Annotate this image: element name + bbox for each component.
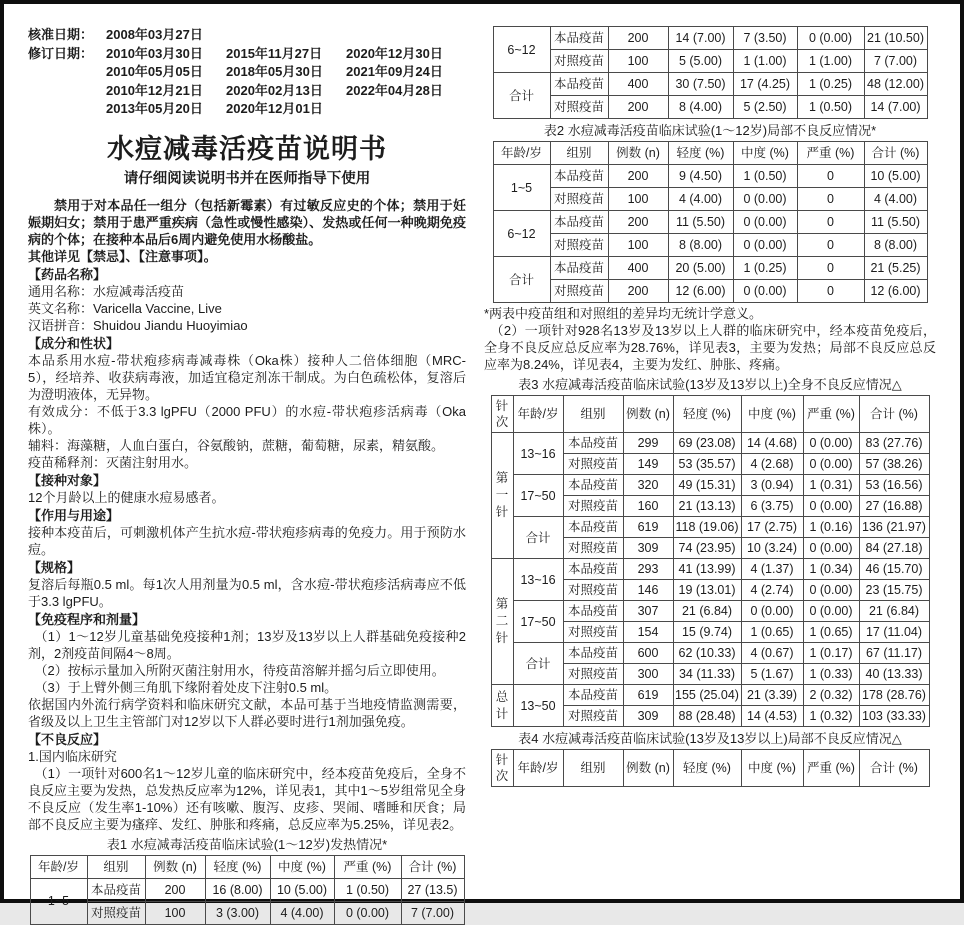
data-cell: 11 (5.50) xyxy=(668,211,733,234)
approval-dates-block xyxy=(28,26,466,119)
data-cell: 本品疫苗 xyxy=(563,475,623,496)
data-cell: 21 (6.84) xyxy=(673,601,741,622)
table-row xyxy=(30,901,464,924)
column-header: 严重 (%) xyxy=(334,855,401,878)
column-header: 例数 (n) xyxy=(145,855,205,878)
data-cell: 17 (2.75) xyxy=(741,517,803,538)
data-cell: 对照疫苗 xyxy=(563,706,623,727)
table-row xyxy=(491,643,929,664)
revision-date-row xyxy=(28,45,466,64)
data-cell: 23 (15.75) xyxy=(859,580,929,601)
column-header: 轻度 (%) xyxy=(673,750,741,787)
data-cell: 1 (0.17) xyxy=(803,643,859,664)
table-row xyxy=(493,280,927,303)
paragraph: 复溶后每瓶0.5 ml。每1次人用剂量为0.5 ml，含水痘-带状疱疹活病毒应不低于3.3 lgPFU。 xyxy=(28,576,466,609)
table-row xyxy=(491,559,929,580)
data-cell: 0 (0.00) xyxy=(803,580,859,601)
age-group-cell: 13~16 xyxy=(513,559,563,601)
column-header: 中度 (%) xyxy=(741,396,803,433)
see-suffix: 。 xyxy=(203,248,217,264)
column-header: 针次 xyxy=(491,396,513,433)
data-cell: 10 (5.00) xyxy=(270,878,334,901)
data-cell: 30 (7.50) xyxy=(668,73,733,96)
data-cell: 1 (0.65) xyxy=(741,622,803,643)
column-header: 组别 xyxy=(550,142,608,165)
data-cell: 0 xyxy=(797,165,864,188)
data-cell: 对照疫苗 xyxy=(87,901,145,924)
revision-date-row xyxy=(28,100,466,119)
revision-date: 2020年12月30日 xyxy=(346,45,443,61)
data-cell: 21 (6.84) xyxy=(859,601,929,622)
data-cell: 200 xyxy=(608,280,668,303)
column-header: 合计 (%) xyxy=(859,750,929,787)
table-row xyxy=(491,433,929,454)
data-cell: 1 (0.34) xyxy=(803,559,859,580)
data-cell: 400 xyxy=(608,257,668,280)
table-header-row xyxy=(491,750,929,787)
table-row xyxy=(491,601,929,622)
revision-date: 2013年05月20日 xyxy=(106,101,203,116)
paragraph: （1）一项针对600名1～12岁儿童的临床研究中，经本疫苗免疫后，全身不良反应主要为发热，总发热反应率为12%，详见表1，其中1～5岁组常见全身不良反应（发生率1-10%）还有咳嗽、腹泻、皮疹、哭闹、嗜睡和厌食；局部不良反应主要为瘙痒、发红、肿胀和疼痛，总反应率为5.25%，详见表2。 xyxy=(28,765,466,832)
left-column xyxy=(28,20,466,920)
data-cell: 1 (0.50) xyxy=(797,96,864,119)
data-cell: 200 xyxy=(145,878,205,901)
data-cell: 320 xyxy=(623,475,673,496)
data-cell: 本品疫苗 xyxy=(550,257,608,280)
column-header: 年龄/岁 xyxy=(30,855,87,878)
data-cell: 20 (5.00) xyxy=(668,257,733,280)
table-row xyxy=(491,475,929,496)
data-cell: 对照疫苗 xyxy=(550,188,608,211)
table-row xyxy=(30,878,464,901)
data-cell: 155 (25.04) xyxy=(673,685,741,706)
data-cell: 3 (3.00) xyxy=(205,901,270,924)
column-header: 例数 (n) xyxy=(623,750,673,787)
data-cell: 136 (21.97) xyxy=(859,517,929,538)
column-header: 合计 (%) xyxy=(401,855,464,878)
data-cell: 对照疫苗 xyxy=(563,580,623,601)
data-cell: 146 xyxy=(623,580,673,601)
column-header: 合计 (%) xyxy=(864,142,927,165)
revision-date: 2010年12月21日 xyxy=(106,82,203,98)
contraindication-warning: 禁用于对本品任一组分（包括新霉素）有过敏反应史的个体；禁用于妊娠期妇女；禁用于患严重疾病（急性或慢性感染）、发热或任何一种晚期免疫病的个体；在接种本品后6周内避免使用水杨酸盐。 xyxy=(28,197,466,247)
data-cell: 300 xyxy=(623,664,673,685)
see-precautions: 【注意事项】 xyxy=(138,248,204,264)
section-schedule xyxy=(28,611,466,730)
age-group-cell: 6~12 xyxy=(493,27,550,73)
data-cell: 8 (8.00) xyxy=(864,234,927,257)
data-cell: 309 xyxy=(623,706,673,727)
data-cell: 178 (28.76) xyxy=(859,685,929,706)
revision-date: 2020年02月13日 xyxy=(226,82,323,98)
data-cell: 57 (38.26) xyxy=(859,454,929,475)
column-header: 中度 (%) xyxy=(741,750,803,787)
age-group-cell: 1~5 xyxy=(30,878,87,924)
data-cell: 14 (4.53) xyxy=(741,706,803,727)
section-specification xyxy=(28,559,466,610)
data-cell: 本品疫苗 xyxy=(563,433,623,454)
age-group-cell: 合计 xyxy=(513,643,563,685)
age-group-cell: 合计 xyxy=(493,73,550,119)
data-cell: 307 xyxy=(623,601,673,622)
data-cell: 4 (2.68) xyxy=(741,454,803,475)
data-cell: 5 (5.00) xyxy=(668,50,733,73)
data-cell: 0 (0.00) xyxy=(803,538,859,559)
data-cell: 本品疫苗 xyxy=(550,73,608,96)
revision-date-row xyxy=(28,82,466,101)
paragraph: （1）1～12岁儿童基础免疫接种1剂；13岁及13岁以上人群基础免疫接种2剂，2剂疫苗间隔4～8周。 xyxy=(28,628,466,661)
see-separator: 、 xyxy=(125,248,139,264)
data-cell: 34 (11.33) xyxy=(673,664,741,685)
paragraph: （3）于上臂外侧三角肌下缘附着处皮下注射0.5 ml。 xyxy=(34,679,338,695)
data-cell: 10 (5.00) xyxy=(864,165,927,188)
table4-caption: 表4 水痘减毒活疫苗临床试验(13岁及13岁以上)局部不良反应情况△ xyxy=(518,731,902,746)
data-cell: 0 (0.00) xyxy=(803,496,859,517)
column-header: 例数 (n) xyxy=(608,142,668,165)
age-group-cell: 合计 xyxy=(513,517,563,559)
data-cell: 1 (0.50) xyxy=(733,165,797,188)
data-cell: 21 (3.39) xyxy=(741,685,803,706)
section-adverse-reactions xyxy=(28,731,466,833)
table-row xyxy=(491,517,929,538)
data-cell: 21 (13.13) xyxy=(673,496,741,517)
data-cell: 149 xyxy=(623,454,673,475)
data-cell: 0 (0.00) xyxy=(803,454,859,475)
data-cell: 619 xyxy=(623,685,673,706)
data-cell: 1 (0.25) xyxy=(733,257,797,280)
data-cell: 14 (4.68) xyxy=(741,433,803,454)
revision-date: 2015年11月27日 xyxy=(226,45,323,61)
table-row xyxy=(493,96,927,119)
age-group-cell: 6~12 xyxy=(493,211,550,257)
table-header-row xyxy=(493,142,927,165)
data-cell: 8 (4.00) xyxy=(668,96,733,119)
data-cell: 本品疫苗 xyxy=(563,559,623,580)
data-cell: 160 xyxy=(623,496,673,517)
table2 xyxy=(493,141,928,303)
table-row xyxy=(493,165,927,188)
age-group-cell: 13~50 xyxy=(513,685,563,727)
table-row xyxy=(493,27,927,50)
data-cell: 0 xyxy=(797,234,864,257)
data-cell: 46 (15.70) xyxy=(859,559,929,580)
see-taboo: 【禁忌】 xyxy=(80,248,126,264)
section-drug-name xyxy=(28,266,466,334)
data-cell: 本品疫苗 xyxy=(550,211,608,234)
section-heading: 【作用与用途】 xyxy=(28,507,120,523)
paragraph: 依据国内外流行病学资料和临床研究文献，本品可基于当地疫情监测需要，省级及以上卫生主管部门对12岁以下人群必要时进行1剂加强免疫。 xyxy=(28,696,466,729)
data-cell: 1 (0.65) xyxy=(803,622,859,643)
column-header: 年龄/岁 xyxy=(513,396,563,433)
data-cell: 0 xyxy=(797,211,864,234)
column-header: 中度 (%) xyxy=(270,855,334,878)
data-cell: 对照疫苗 xyxy=(563,538,623,559)
data-cell: 7 (3.50) xyxy=(733,27,797,50)
table-header-row xyxy=(30,855,464,878)
data-cell: 600 xyxy=(623,643,673,664)
paragraph: 通用名称：水痘减毒活疫苗 xyxy=(28,283,185,299)
table-row xyxy=(493,73,927,96)
section-heading: 【规格】 xyxy=(28,559,81,575)
dose-number-cell: 总计 xyxy=(491,685,513,727)
data-cell: 本品疫苗 xyxy=(563,685,623,706)
data-cell: 0 (0.00) xyxy=(803,601,859,622)
data-cell: 5 (2.50) xyxy=(733,96,797,119)
section-heading: 【不良反应】 xyxy=(28,731,107,747)
data-cell: 53 (16.56) xyxy=(859,475,929,496)
data-cell: 对照疫苗 xyxy=(550,50,608,73)
data-cell: 8 (8.00) xyxy=(668,234,733,257)
data-cell: 293 xyxy=(623,559,673,580)
column-header: 中度 (%) xyxy=(733,142,797,165)
column-header: 轻度 (%) xyxy=(673,396,741,433)
section-heading: 【成分和性状】 xyxy=(28,335,120,351)
paragraph: （2）按标示量加入所附灭菌注射用水，待疫苗溶解并摇匀后立即使用。 xyxy=(34,662,445,678)
data-cell: 0 (0.00) xyxy=(741,601,803,622)
data-cell: 9 (4.50) xyxy=(668,165,733,188)
data-cell: 48 (12.00) xyxy=(864,73,927,96)
data-cell: 0 (0.00) xyxy=(733,234,797,257)
data-cell: 21 (10.50) xyxy=(864,27,927,50)
data-cell: 17 (4.25) xyxy=(733,73,797,96)
data-cell: 154 xyxy=(623,622,673,643)
table-header-row xyxy=(491,396,929,433)
revision-date: 2022年04月28日 xyxy=(346,82,443,98)
data-cell: 74 (23.95) xyxy=(673,538,741,559)
data-cell: 本品疫苗 xyxy=(563,643,623,664)
tables-footnote: *两表中疫苗组和对照组的差异均无统计学意义。 xyxy=(484,306,763,321)
warning-see-also xyxy=(28,248,466,265)
data-cell: 4 (4.00) xyxy=(270,901,334,924)
revised-date-label: 修订日期： xyxy=(28,45,94,61)
paragraph: 接种本疫苗后，可刺激机体产生抗水痘-带状疱疹病毒的免疫力。用于预防水痘。 xyxy=(28,524,466,557)
data-cell: 1 (1.00) xyxy=(733,50,797,73)
data-cell: 4 (2.74) xyxy=(741,580,803,601)
see-prefix: 其他详见 xyxy=(28,248,81,264)
table1-caption: 表1 水痘减毒活疫苗临床试验(1～12岁)发热情况* xyxy=(106,836,388,852)
section-target-population xyxy=(28,472,466,506)
data-cell: 200 xyxy=(608,96,668,119)
data-cell: 对照疫苗 xyxy=(563,496,623,517)
data-cell: 40 (13.33) xyxy=(859,664,929,685)
column-header: 组别 xyxy=(563,750,623,787)
table3-caption: 表3 水痘减毒活疫苗临床试验(13岁及13岁以上)全身不良反应情况△ xyxy=(518,377,902,392)
table1-right-part xyxy=(493,26,928,119)
data-cell: 88 (28.48) xyxy=(673,706,741,727)
paragraph: 汉语拼音：Shuidou Jiandu Huoyimiao xyxy=(28,317,248,333)
approved-date-row xyxy=(28,26,466,45)
data-cell: 100 xyxy=(145,901,205,924)
data-cell: 对照疫苗 xyxy=(550,96,608,119)
revision-date: 2020年12月01日 xyxy=(226,101,323,116)
data-cell: 对照疫苗 xyxy=(550,234,608,257)
table1-left-part xyxy=(30,855,465,925)
data-cell: 4 (1.37) xyxy=(741,559,803,580)
data-cell: 1 (0.33) xyxy=(803,664,859,685)
column-header: 年龄/岁 xyxy=(493,142,550,165)
data-cell: 0 (0.00) xyxy=(733,211,797,234)
data-cell: 0 xyxy=(797,257,864,280)
table4 xyxy=(491,749,930,787)
paragraph: （2）一项针对928名13岁及13岁以上人群的临床研究中，经本疫苗免疫后，全身不良反应总反应率为28.76%，详见表3，主要为发热；局部不良反应总反应率为8.24%，详见表4，主要为发红、肿胀、疼痛。 xyxy=(484,323,936,372)
column-header: 组别 xyxy=(87,855,145,878)
data-cell: 对照疫苗 xyxy=(563,664,623,685)
data-cell: 69 (23.08) xyxy=(673,433,741,454)
data-cell: 62 (10.33) xyxy=(673,643,741,664)
revision-date: 2021年09月24日 xyxy=(346,64,443,79)
data-cell: 1 (0.50) xyxy=(334,878,401,901)
dose-number-cell: 第二针 xyxy=(491,559,513,685)
age-group-cell: 17~50 xyxy=(513,601,563,643)
column-header: 严重 (%) xyxy=(797,142,864,165)
subsection-title: 1.国内临床研究 xyxy=(28,748,117,764)
data-cell: 本品疫苗 xyxy=(563,517,623,538)
data-cell: 本品疫苗 xyxy=(563,601,623,622)
data-cell: 对照疫苗 xyxy=(563,622,623,643)
data-cell: 41 (13.99) xyxy=(673,559,741,580)
data-cell: 200 xyxy=(608,211,668,234)
data-cell: 100 xyxy=(608,50,668,73)
data-cell: 1 (0.32) xyxy=(803,706,859,727)
data-cell: 53 (35.57) xyxy=(673,454,741,475)
age-group-cell: 1~5 xyxy=(493,165,550,211)
table3 xyxy=(491,395,930,727)
data-cell: 0 (0.00) xyxy=(797,27,864,50)
data-cell: 对照疫苗 xyxy=(550,280,608,303)
revision-date xyxy=(346,100,466,119)
data-cell: 200 xyxy=(608,165,668,188)
data-cell: 1 (0.25) xyxy=(797,73,864,96)
column-header: 组别 xyxy=(563,396,623,433)
table-row xyxy=(493,211,927,234)
data-cell: 本品疫苗 xyxy=(550,27,608,50)
data-cell: 1 (0.16) xyxy=(803,517,859,538)
age-group-cell: 17~50 xyxy=(513,475,563,517)
data-cell: 0 (0.00) xyxy=(803,433,859,454)
data-cell: 0 (0.00) xyxy=(733,280,797,303)
paragraph: 本品系用水痘-带状疱疹病毒减毒株（Oka株）接种人二倍体细胞（MRC-5），经培养、收获病毒液，加适宜稳定剂冻干制成。为白色疏松体，复溶后为澄明液体，无异物。 xyxy=(28,352,466,402)
data-cell: 4 (4.00) xyxy=(668,188,733,211)
data-cell: 12 (6.00) xyxy=(864,280,927,303)
approved-date-label: 核准日期： xyxy=(28,27,94,42)
table-row xyxy=(491,685,929,706)
table-row xyxy=(493,234,927,257)
data-cell: 1 (1.00) xyxy=(797,50,864,73)
data-cell: 49 (15.31) xyxy=(673,475,741,496)
data-cell: 6 (3.75) xyxy=(741,496,803,517)
data-cell: 84 (27.18) xyxy=(859,538,929,559)
data-cell: 67 (11.17) xyxy=(859,643,929,664)
data-cell: 21 (5.25) xyxy=(864,257,927,280)
data-cell: 103 (33.33) xyxy=(859,706,929,727)
data-cell: 5 (1.67) xyxy=(741,664,803,685)
data-cell: 27 (13.5) xyxy=(401,878,464,901)
table-row xyxy=(493,257,927,280)
data-cell: 11 (5.50) xyxy=(864,211,927,234)
document-subtitle: 请仔细阅读说明书并在医师指导下使用 xyxy=(123,170,371,187)
age-group-cell: 合计 xyxy=(493,257,550,303)
column-header: 严重 (%) xyxy=(803,396,859,433)
data-cell: 16 (8.00) xyxy=(205,878,270,901)
data-cell: 2 (0.32) xyxy=(803,685,859,706)
data-cell: 400 xyxy=(608,73,668,96)
data-cell: 本品疫苗 xyxy=(550,165,608,188)
data-cell: 83 (27.76) xyxy=(859,433,929,454)
document-title: 水痘减毒活疫苗说明书 xyxy=(107,133,387,164)
right-column xyxy=(484,20,936,899)
section-heading: 【接种对象】 xyxy=(28,472,107,488)
data-cell: 10 (3.24) xyxy=(741,538,803,559)
table2-caption: 表2 水痘减毒活疫苗临床试验(1～12岁)局部不良反应情况* xyxy=(543,123,877,138)
data-cell: 4 (4.00) xyxy=(864,188,927,211)
data-cell: 17 (11.04) xyxy=(859,622,929,643)
data-cell: 100 xyxy=(608,234,668,257)
revision-date: 2010年03月30日 xyxy=(106,45,203,61)
data-cell: 12 (6.00) xyxy=(668,280,733,303)
paragraph: 英文名称：Varicella Vaccine, Live xyxy=(28,300,222,316)
data-cell: 200 xyxy=(608,27,668,50)
age-group-cell: 13~16 xyxy=(513,433,563,475)
data-cell: 27 (16.88) xyxy=(859,496,929,517)
dose-number-cell: 第一针 xyxy=(491,433,513,559)
column-header: 年龄/岁 xyxy=(513,750,563,787)
paragraph: 12个月龄以上的健康水痘易感者。 xyxy=(28,489,225,505)
table-row xyxy=(493,50,927,73)
data-cell: 3 (0.94) xyxy=(741,475,803,496)
table-row xyxy=(493,188,927,211)
data-cell: 7 (7.00) xyxy=(864,50,927,73)
data-cell: 7 (7.00) xyxy=(401,901,464,924)
paragraph: 有效成分：不低于3.3 lgPFU（2000 PFU）的水痘-带状疱疹活病毒（Oka株）。 xyxy=(28,403,466,436)
data-cell: 19 (13.01) xyxy=(673,580,741,601)
revision-date: 2010年05月05日 xyxy=(106,64,203,79)
data-cell: 1 (0.31) xyxy=(803,475,859,496)
column-header: 轻度 (%) xyxy=(668,142,733,165)
data-cell: 0 (0.00) xyxy=(334,901,401,924)
approved-date: 2008年03月27日 xyxy=(106,27,203,42)
column-header: 严重 (%) xyxy=(803,750,859,787)
section-heading: 【免疫程序和剂量】 xyxy=(28,611,146,627)
section-heading: 【药品名称】 xyxy=(28,266,107,282)
column-header: 合计 (%) xyxy=(859,396,929,433)
data-cell: 100 xyxy=(608,188,668,211)
data-cell: 0 xyxy=(797,188,864,211)
data-cell: 对照疫苗 xyxy=(563,454,623,475)
data-cell: 本品疫苗 xyxy=(87,878,145,901)
revision-date-row xyxy=(28,63,466,82)
paragraph: 辅料：海藻糖，人血白蛋白，谷氨酸钠，蔗糖，葡萄糖，尿素，精氨酸。 xyxy=(28,437,445,453)
section-usage xyxy=(28,507,466,558)
data-cell: 619 xyxy=(623,517,673,538)
data-cell: 4 (0.67) xyxy=(741,643,803,664)
data-cell: 309 xyxy=(623,538,673,559)
section-composition xyxy=(28,335,466,471)
data-cell: 0 xyxy=(797,280,864,303)
data-cell: 14 (7.00) xyxy=(864,96,927,119)
column-header: 例数 (n) xyxy=(623,396,673,433)
data-cell: 14 (7.00) xyxy=(668,27,733,50)
data-cell: 0 (0.00) xyxy=(733,188,797,211)
revision-date: 2018年05月30日 xyxy=(226,64,323,79)
data-cell: 15 (9.74) xyxy=(673,622,741,643)
column-header: 轻度 (%) xyxy=(205,855,270,878)
paragraph: 疫苗稀释剂：灭菌注射用水。 xyxy=(28,454,198,470)
column-header: 针次 xyxy=(491,750,513,787)
data-cell: 118 (19.06) xyxy=(673,517,741,538)
data-cell: 299 xyxy=(623,433,673,454)
